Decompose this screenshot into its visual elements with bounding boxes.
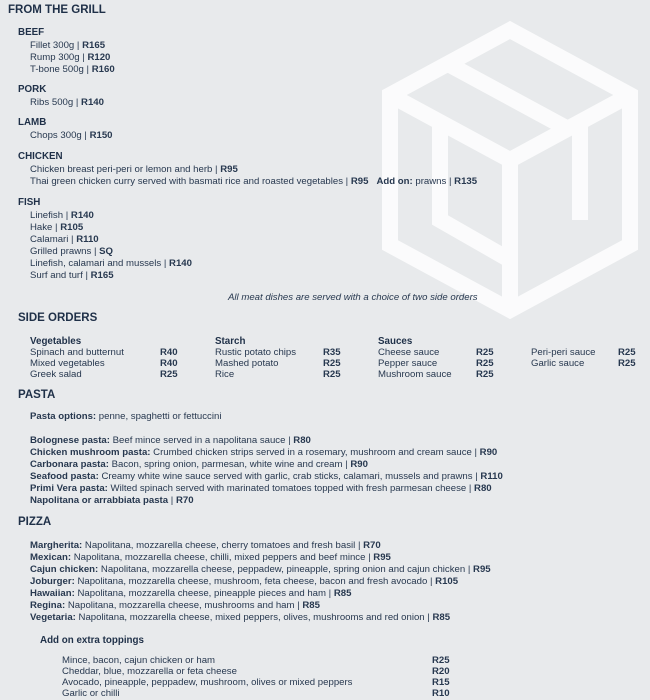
item-name: T-bone 500g | <box>30 64 90 75</box>
sauces-heading: Sauces <box>378 336 413 347</box>
item-desc: Crumbed chicken strips served in a rosemary, mushroom and cream sauce | <box>153 447 477 458</box>
item-name: Carbonara pasta: <box>30 459 109 470</box>
item-price: R105 <box>60 222 84 233</box>
side-item-price: R25 <box>618 358 636 369</box>
side-order-note: All meat dishes are served with a choice of two side orders <box>228 292 478 303</box>
item-desc: Napolitana, mozzarella cheese, peppadew, pineapple, spring onion and cajun chicken | <box>100 564 471 575</box>
pizza-item <box>30 552 391 563</box>
item-name: Mexican: <box>30 552 72 563</box>
menu-item <box>30 164 238 175</box>
extra-item-name: Cheddar, blue, mozzarella or feta cheese <box>62 666 237 677</box>
item-price: R95 <box>220 164 238 175</box>
extra-item-name: Garlic or chilli <box>62 688 120 699</box>
side-item-name: Cheese sauce <box>378 347 440 358</box>
item-name: Vegetaria: <box>30 612 76 623</box>
extra-item-price: R10 <box>432 688 450 699</box>
item-name: Surf and turf | <box>30 270 88 281</box>
pasta-item <box>30 435 311 446</box>
item-desc: Napolitana, mozzarella cheese, cherry tomatoes and fresh basil | <box>84 540 361 551</box>
item-price: R80 <box>293 435 311 446</box>
pizza-item <box>30 576 458 587</box>
side-item-price: R25 <box>323 369 341 380</box>
item-name: Chops 300g | <box>30 130 87 141</box>
addon-label: Add on: <box>376 176 413 187</box>
item-name: Bolognese pasta: <box>30 435 110 446</box>
pizza-item <box>30 588 351 599</box>
item-price: R110 <box>480 471 503 482</box>
side-item-price: R25 <box>618 347 636 358</box>
item-price: R110 <box>76 234 99 245</box>
item-price: R140 <box>169 258 192 269</box>
menu-item <box>30 52 110 63</box>
item-desc: Wilted spinach served with marinated tomatoes topped with fresh parmesan cheese | <box>110 483 472 494</box>
item-name: Chicken mushroom pasta: <box>30 447 151 458</box>
menu-item <box>30 246 113 257</box>
item-price: R70 <box>175 495 194 506</box>
item-name: Linefish | <box>30 210 69 221</box>
menu-item <box>30 40 105 51</box>
item-price: R165 <box>82 40 106 51</box>
menu-item <box>30 270 114 281</box>
pizza-item <box>30 612 450 623</box>
menu-item <box>30 234 99 245</box>
item-price: R85 <box>432 612 451 623</box>
item-desc: Napolitana, mozzarella cheese, chilli, mixed peppers and beef mince | <box>73 552 371 563</box>
side-item-price: R35 <box>323 347 341 358</box>
item-price: R90 <box>479 447 498 458</box>
item-name: Fillet 300g | <box>30 40 80 51</box>
side-item-price: R25 <box>160 369 178 380</box>
item-name: Ribs 500g | <box>30 97 79 108</box>
side-item-name: Greek salad <box>30 369 82 380</box>
side-item-name: Spinach and butternut <box>30 347 124 358</box>
item-price: R85 <box>333 588 352 599</box>
side-item-name: Mushroom sauce <box>378 369 452 380</box>
side-item-price: R25 <box>476 369 494 380</box>
item-name: Calamari | <box>30 234 74 245</box>
pork-heading: PORK <box>18 84 47 95</box>
item-desc: Napolitana, mozzarella cheese, pineapple pieces and ham | <box>77 588 332 599</box>
starch-heading: Starch <box>215 336 246 347</box>
item-desc: | <box>170 495 174 506</box>
item-desc: Creamy white wine sauce served with garlic, crab sticks, calamari, mussels and prawns | <box>101 471 478 482</box>
section-title-pasta: PASTA <box>18 389 56 401</box>
item-name: Primi Vera pasta: <box>30 483 108 494</box>
item-name: Thai green chicken curry served with basmati rice and roasted vegetables | <box>30 176 349 187</box>
item-name: Joburger: <box>30 576 75 587</box>
menu-item <box>30 176 477 187</box>
beef-heading: BEEF <box>18 27 45 38</box>
side-item-name: Mashed potato <box>215 358 279 369</box>
item-price: R90 <box>350 459 368 470</box>
menu-item <box>30 258 192 269</box>
item-price: R95 <box>350 176 369 187</box>
item-price: R150 <box>89 130 113 141</box>
addon-text: prawns | <box>415 176 452 187</box>
item-price: R70 <box>363 540 381 551</box>
item-name: Margherita: <box>30 540 83 551</box>
side-item-price: R25 <box>476 347 494 358</box>
extras-heading: Add on extra toppings <box>40 635 144 646</box>
item-name: Grilled prawns | <box>30 246 97 257</box>
item-name: Chicken breast peri-peri or lemon and herb | <box>30 164 218 175</box>
item-price: R85 <box>302 600 320 611</box>
pasta-options <box>30 411 221 422</box>
item-name: Rump 300g | <box>30 52 85 63</box>
pasta-item <box>30 471 503 482</box>
side-item-name: Peri-peri sauce <box>531 347 596 358</box>
side-item-price: R25 <box>323 358 341 369</box>
item-price: R140 <box>70 210 94 221</box>
section-title-sides: SIDE ORDERS <box>18 312 98 324</box>
item-desc: Bacon, spring onion, parmesan, white wine and cream | <box>111 459 348 470</box>
item-price: R140 <box>81 97 104 108</box>
hexagon-watermark <box>310 10 650 330</box>
extra-item-name: Mince, bacon, cajun chicken or ham <box>62 655 216 666</box>
item-price: R120 <box>87 52 111 63</box>
lamb-heading: LAMB <box>18 117 47 128</box>
side-item-price: R40 <box>160 358 178 369</box>
side-item-price: R40 <box>160 347 178 358</box>
item-desc: Beef mince served in a napolitana sauce | <box>112 435 291 446</box>
section-title-grill: FROM THE GRILL <box>8 4 106 16</box>
item-desc: Napolitana, mozzarella cheese, mixed peppers, olives, mushrooms and red onion | <box>78 612 430 623</box>
pizza-item <box>30 564 491 575</box>
item-name: Hake | <box>30 222 58 233</box>
pasta-item <box>30 495 194 506</box>
side-item-price: R25 <box>476 358 494 369</box>
item-name: Linefish, calamari and mussels | <box>30 258 167 269</box>
item-price: R165 <box>90 270 114 281</box>
menu-item <box>30 97 104 108</box>
item-price: R105 <box>435 576 459 587</box>
addon-price: R135 <box>454 176 478 187</box>
menu-item <box>30 64 115 75</box>
pizza-item <box>30 600 320 611</box>
item-name: Seafood pasta: <box>30 471 99 482</box>
item-name: Hawaiian: <box>30 588 75 599</box>
menu-item <box>30 210 94 221</box>
item-name: Napolitana or arrabbiata pasta <box>30 495 169 506</box>
pasta-item <box>30 483 492 494</box>
pasta-item <box>30 459 368 470</box>
item-name: Regina: <box>30 600 66 611</box>
fish-heading: FISH <box>18 197 41 208</box>
item-desc: Napolitana, mozzarella cheese, mushroom, feta cheese, bacon and fresh avocado | <box>77 576 433 587</box>
pasta-options-label: Pasta options: <box>30 411 97 422</box>
side-item-name: Rustic potato chips <box>215 347 297 358</box>
extra-item-price: R15 <box>432 677 450 688</box>
item-desc: Napolitana, mozzarella cheese, mushrooms and ham | <box>67 600 300 611</box>
side-item-name: Pepper sauce <box>378 358 438 369</box>
item-name: Cajun chicken: <box>30 564 99 575</box>
section-title-pizza: PIZZA <box>18 516 52 528</box>
pasta-options-text: penne, spaghetti or fettuccini <box>98 411 222 422</box>
menu-item <box>30 222 83 233</box>
side-item-name: Garlic sauce <box>531 358 585 369</box>
item-price: R80 <box>474 483 492 494</box>
chicken-heading: CHICKEN <box>18 151 63 162</box>
extra-item-name: Avocado, pineapple, peppadew, mushroom, olives or mixed peppers <box>62 677 353 688</box>
menu-item <box>30 130 113 141</box>
extra-item-price: R20 <box>432 666 450 677</box>
extra-item-price: R25 <box>432 655 450 666</box>
item-price: R95 <box>373 552 391 563</box>
side-item-name: Rice <box>215 369 235 380</box>
item-price: R95 <box>473 564 491 575</box>
pasta-item <box>30 447 497 458</box>
pizza-item <box>30 540 381 551</box>
vegetables-heading: Vegetables <box>30 336 82 347</box>
item-price: SQ <box>99 246 114 257</box>
side-item-name: Mixed vegetables <box>30 358 105 369</box>
item-price: R160 <box>91 64 115 75</box>
